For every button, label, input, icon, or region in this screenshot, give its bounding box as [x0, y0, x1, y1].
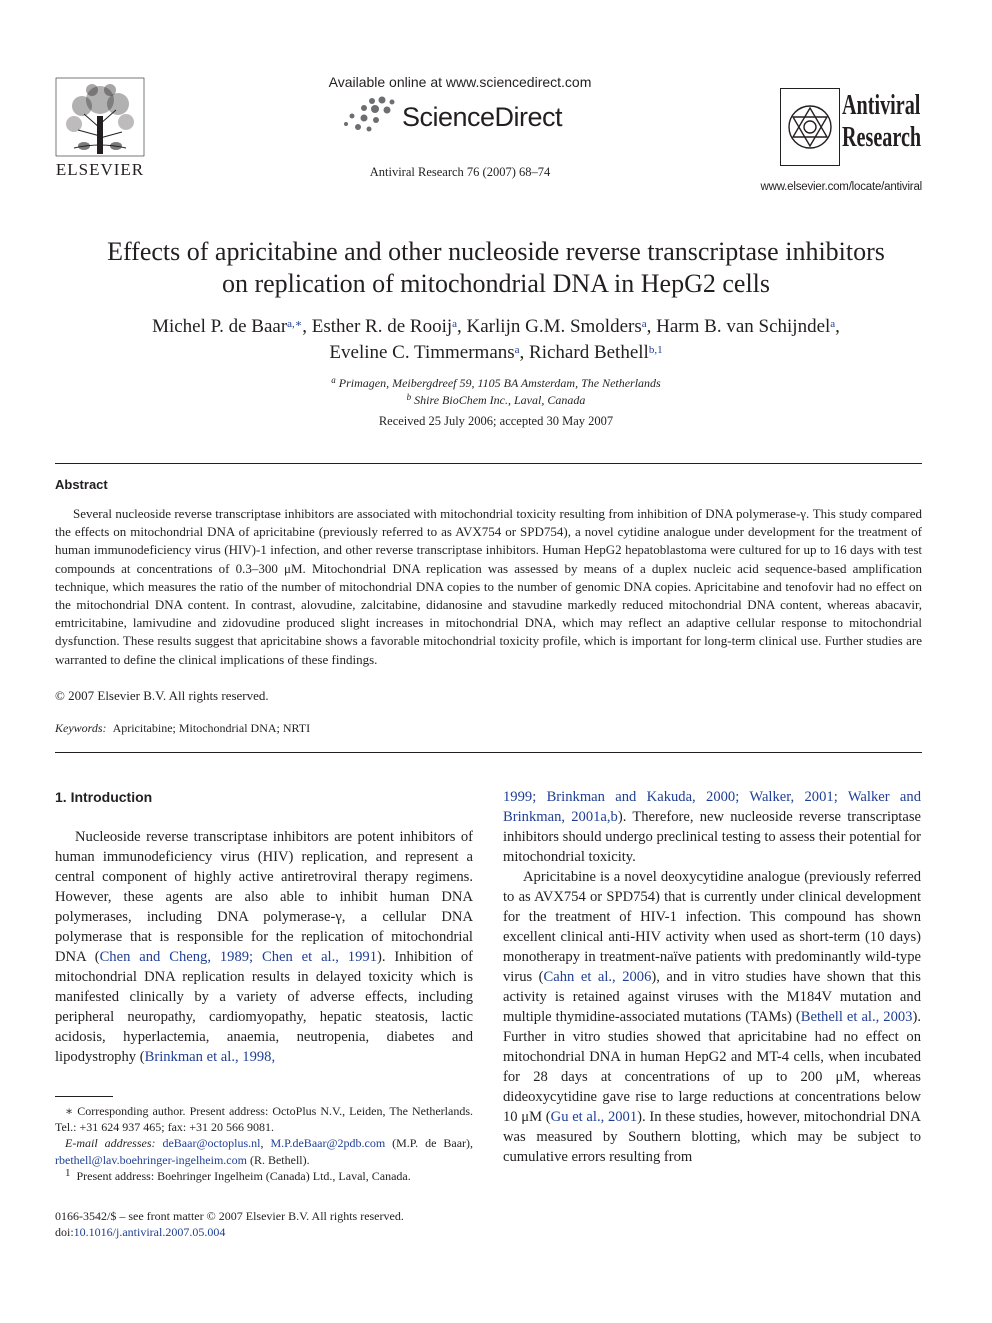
- citation-link[interactable]: Brinkman et al., 1998,: [144, 1049, 276, 1065]
- title-line-2: on replication of mitochondrial DNA in HepG2 cells: [221, 269, 771, 298]
- intro-paragraph-1-continued: [503, 787, 921, 867]
- doi-label: doi:: [55, 1225, 74, 1240]
- email-note-debaar: (M.P. de Baar),: [392, 1136, 474, 1151]
- author-name: Harm B. van Schijndel: [656, 316, 831, 337]
- affiliation-text: Shire BioChem Inc., Laval, Canada: [411, 393, 586, 407]
- citation-link[interactable]: Cahn et al., 2006: [543, 969, 652, 985]
- elsevier-tree-icon: [54, 76, 146, 158]
- email-link-mpdebaar[interactable]: M.P.deBaar@2pdb.com: [270, 1136, 386, 1151]
- email-link-bethell[interactable]: rbethell@lav.boehringer-ingelheim.com: [55, 1152, 247, 1167]
- affiliation-line: [40, 392, 952, 409]
- citation-link[interactable]: Gu et al., 2001: [550, 1109, 638, 1125]
- journal-name: [842, 90, 921, 154]
- affiliations: [40, 375, 952, 409]
- affiliation-line: [40, 375, 952, 392]
- citation-link[interactable]: Bethell et al., 2003: [800, 1009, 913, 1025]
- footnote-divider: [55, 1096, 113, 1097]
- title-line-1: Effects of apricitabine and other nucleoside reverse transcriptase inhibitors: [107, 237, 885, 266]
- corresponding-author-note: ∗ Corresponding author. Present address: OctoPlus N.V., Leiden, The Netherlands. Tel.: +31 624 937 465; fax: +31 20 566 9081.: [55, 1104, 473, 1135]
- affiliation-mark: b: [406, 392, 412, 402]
- footnotes: [55, 1103, 473, 1184]
- intro-paragraph-2: [503, 867, 921, 1167]
- abstract-heading: Abstract: [55, 477, 108, 492]
- abstract-body: Several nucleoside reverse transcriptase inhibitors are associated with mitochondrial toxicity resulting from inhibition of DNA polymerase-γ. This study compared the effects on mitochondrial DNA of apricitabine (previously referred to as AVX754 or SPD754), a novel cytidine analogue under development for the treatment of human immunodeficiency virus (HIV)-1 infection, and other reverse transcriptase inhibitors. Human HepG2 hepatoblastoma were cultured for up to 16 days with test compounds at concentrations of 0.3–300 μM. Mitochondrial DNA replication was assessed by means of a duplex nucleic acid sequence-based amplification technique, which measures the ratio of the number of mitochondrial DNA copies to the number of genomic DNA copies. Apricitabine and tenofovir had no effect on the mitochondrial DNA content. In contrast, alovudine, zalcitabine, didanosine and stavudine markedly reduced mitochondrial DNA content, whereas abacavir, emtricitabine, lamivudine and zidovudine produced slight increases in mitochondrial DNA, which may reflect an adaptive cellular response to mitochondrial dysfunction. These results suggest that apricitabine shows a favorable mitochondrial toxicity profile, which is important for long-term clinical use. Further studies are warranted to define the clinical implications of these findings.: [55, 506, 922, 667]
- author-affiliation-mark[interactable]: b,1: [648, 344, 663, 356]
- footnote-1-mark: 1: [65, 1166, 71, 1179]
- paragraph-text: ). Therefore, new nucleoside reverse transcriptase inhibitors should undergo preclinical testing to assess their potential for mitochondrial toxicity.: [503, 809, 921, 865]
- affiliation-mark: a: [331, 375, 336, 385]
- author-name: Michel P. de Baar: [152, 316, 288, 337]
- virus-emblem-icon: [781, 89, 839, 165]
- journal-url[interactable]: www.elsevier.com/locate/antiviral: [760, 181, 922, 193]
- keywords-line: [55, 721, 310, 736]
- author-name: Richard Bethell: [529, 342, 649, 363]
- doi-line: [55, 1224, 473, 1240]
- issn-doi-block: [55, 1208, 473, 1240]
- sciencedirect-wordmark: ScienceDirect: [402, 102, 563, 132]
- journal-emblem: [780, 88, 840, 166]
- issn-line: 0166-3542/$ – see front matter © 2007 Elsevier B.V. All rights reserved.: [55, 1209, 404, 1223]
- author-affiliation-mark[interactable]: a,∗: [287, 318, 303, 330]
- email-note-bethell: (R. Bethell).: [249, 1152, 310, 1167]
- copyright-line: © 2007 Elsevier B.V. All rights reserved.: [55, 688, 269, 703]
- author-affiliation-mark[interactable]: a: [514, 344, 520, 356]
- top-divider: [55, 463, 922, 464]
- author-separator: ,: [835, 316, 840, 337]
- author-affiliation-mark[interactable]: a: [830, 318, 836, 330]
- paragraph-text: ). In these studies, however, mitochondrial DNA was measured by Southern blotting, which may be subject to cumulative errors resulting from: [503, 1109, 921, 1165]
- available-online-text: Available online at www.sciencedirect.com: [328, 74, 592, 90]
- email-link-debaar[interactable]: deBaar@octoplus.nl: [162, 1136, 261, 1151]
- section-heading-introduction: 1. Introduction: [55, 789, 153, 805]
- intro-paragraph-1: [55, 827, 473, 1067]
- paragraph-text: ). Inhibition of mitochondrial DNA replication results in delayed toxicity which is manifested clinically by a variety of adverse effects, including peripheral neuropathy, cardiomyopathy, hepatic steatosis, lactic acidosis, hyperlactemia, anaemia, neutropenia, diabetes and lipodystrophy (: [55, 949, 473, 1065]
- publisher-name: ELSEVIER: [55, 160, 145, 179]
- journal-reference: Antiviral Research 76 (2007) 68–74: [369, 165, 551, 179]
- paragraph-text: Apricitabine is a novel deoxycytidine analogue (previously referred to as AVX754 or SPD754) that is currently under clinical development for the treatment of HIV-1 infection. This compound has shown excellent clinical anti-HIV activity when used as short-term (10 days) monotherapy in treatment-naïve patients with predominantly wild-type virus (: [503, 869, 921, 985]
- sciencedirect-dots-icon: [342, 96, 398, 136]
- author-separator: ,: [646, 316, 657, 337]
- author-name: Esther R. de Rooij: [311, 316, 453, 337]
- article-title: [40, 236, 952, 300]
- citation-link[interactable]: Chen and Cheng, 1989; Chen et al., 1991: [99, 949, 377, 965]
- affiliation-text: Primagen, Meibergdreef 59, 1105 BA Amsterdam, The Netherlands: [335, 376, 661, 390]
- left-column: [55, 787, 473, 1067]
- author-affiliation-mark[interactable]: a: [452, 318, 458, 330]
- footnote-1-text: Present address: Boehringer Ingelheim (Canada) Ltd., Laval, Canada.: [76, 1168, 411, 1183]
- email-note: E-mail addresses: deBaar@octoplus.nl, M.P.deBaar@2pdb.com (M.P. de Baar), rbethell@lav.boehringer-ingelheim.com (R. Bethell).: [55, 1136, 474, 1167]
- received-dates: Received 25 July 2006; accepted 30 May 2007: [378, 414, 614, 428]
- antiviral-research-logo: [780, 88, 922, 168]
- author-affiliation-mark[interactable]: a: [641, 318, 647, 330]
- author-separator: ,: [519, 342, 530, 363]
- author-name: Eveline C. Timmermans: [329, 342, 515, 363]
- abstract-bottom-divider: [55, 752, 922, 753]
- author-list: [40, 314, 952, 366]
- keywords-label: Keywords:: [55, 721, 107, 735]
- elsevier-logo: [52, 76, 148, 180]
- keywords-list: Apricitabine; Mitochondrial DNA; NRTI: [112, 721, 311, 735]
- footnote-1: [55, 1168, 473, 1184]
- journal-name-line2: Research: [842, 122, 922, 153]
- right-column: [503, 787, 921, 1167]
- author-name: Karlijn G.M. Smolders: [466, 316, 642, 337]
- author-separator: ,: [302, 316, 312, 337]
- author-separator: ,: [457, 316, 467, 337]
- email-label: E-mail addresses:: [65, 1136, 156, 1151]
- paragraph-text: ). Further in vitro studies showed that apricitabine had no effect on mitochondrial DNA in human HepG2 and MT-4 cells, when incubated for 28 days at concentrations of up to 200 μM, whereas dideoxycytidine gave rise to large reductions at concentrations below 10 μM (: [503, 1009, 921, 1125]
- sciencedirect-logo[interactable]: [342, 96, 592, 138]
- paragraph-text: Nucleoside reverse transcriptase inhibitors are potent inhibitors of human immunodeficiency virus (HIV) replication, and represent a central component of highly active antiretroviral therapy regimens. However, these agents are also able to inhibit human DNA polymerases, including DNA polymerase-γ, a cellular DNA polymerase that is responsible for the replication of mitochondrial DNA (: [55, 829, 473, 965]
- citation-link[interactable]: 1999; Brinkman and Kakuda, 2000; Walker, 2001; Walker and Brinkman, 2001a,b: [503, 789, 921, 825]
- paragraph-text: ), and in vitro studies have shown that this activity is retained against viruses with the M184V mutation and multiple thymidine-associated mutations (TAMs) (: [503, 969, 921, 1025]
- doi-link[interactable]: 10.1016/j.antiviral.2007.05.004: [73, 1225, 226, 1240]
- journal-name-line1: Antiviral: [842, 90, 921, 121]
